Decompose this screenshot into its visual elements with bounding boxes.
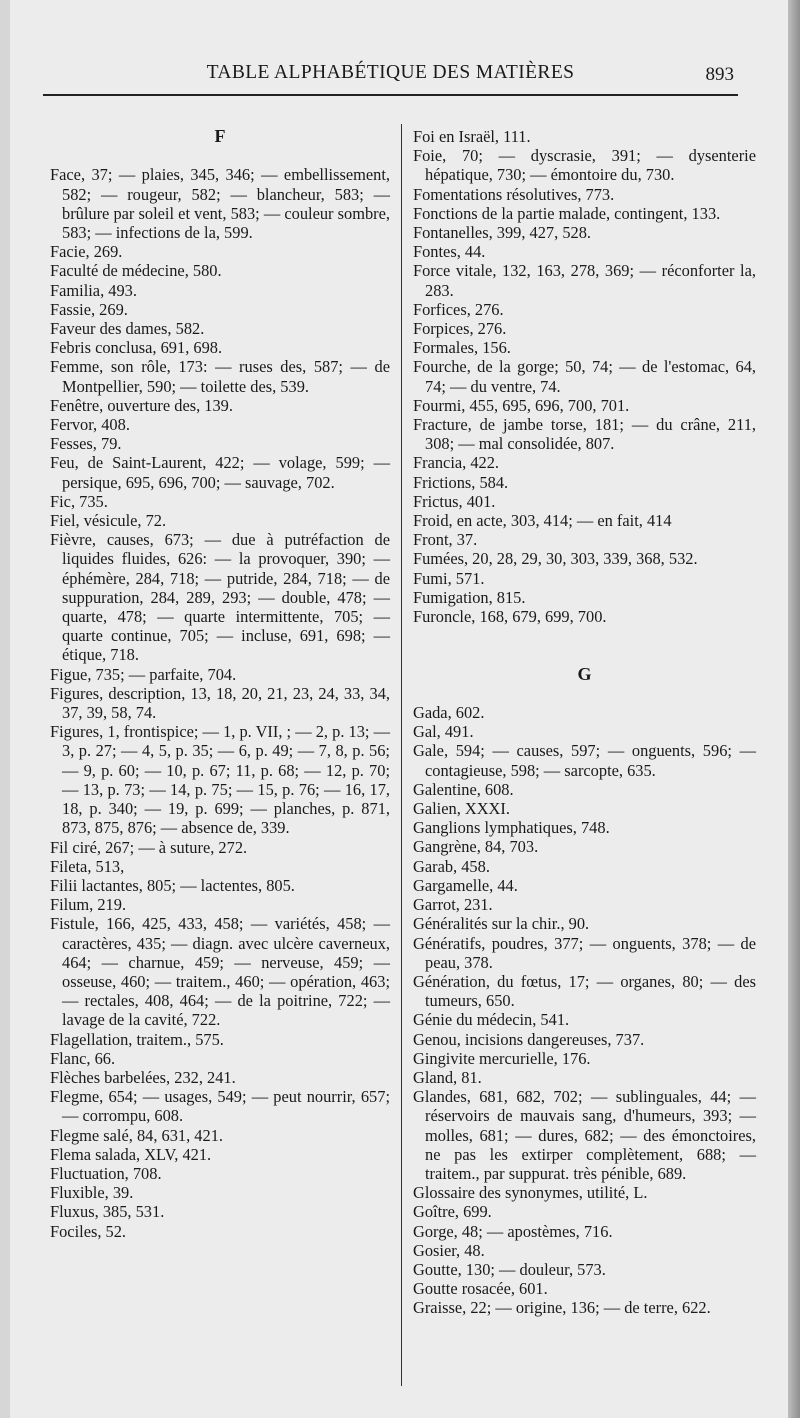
- index-entry: Flegme, 654; — usages, 549; — peut nourrir, 657; — corrompu, 608.: [50, 1087, 390, 1126]
- index-entry: Facie, 269.: [50, 242, 123, 262]
- index-entry: Frictions, 584.: [413, 472, 509, 492]
- index-entry: Fluctuation, 708.: [50, 1163, 162, 1183]
- index-entry: Flagellation, traitem., 575.: [50, 1029, 224, 1049]
- index-entry: Gingivite mercurielle, 176.: [413, 1048, 591, 1068]
- index-entry: Fassie, 269.: [50, 299, 128, 319]
- index-entry: Flèches barbelées, 232, 241.: [50, 1067, 236, 1087]
- index-entry: Fumi, 571.: [413, 568, 485, 588]
- index-entry: Febris conclusa, 691, 698.: [50, 338, 223, 358]
- section-letter-f: F: [214, 126, 226, 146]
- index-entry: Filum, 219.: [50, 895, 127, 915]
- index-entry: Foie, 70; — dyscrasie, 391; — dysenterie hépatique, 730; — émontoire du, 730.: [413, 146, 756, 185]
- index-entry: Fenêtre, ouverture des, 139.: [50, 395, 233, 415]
- index-entry: Fluxible, 39.: [50, 1183, 134, 1203]
- index-entry: Fontes, 44.: [413, 242, 486, 262]
- index-entry: Gal, 491.: [413, 722, 474, 742]
- index-entry: Francia, 422.: [413, 453, 500, 473]
- index-entry: Fonctions de la partie malade, contingent, 133.: [413, 203, 721, 223]
- index-entry: Goître, 699.: [413, 1202, 492, 1222]
- index-entry: Fociles, 52.: [50, 1221, 127, 1241]
- index-entry: Force vitale, 132, 163, 278, 369; — réconforter la, 283.: [413, 261, 756, 300]
- index-entry: Glandes, 681, 682, 702; — sublinguales, 44; — réservoirs de mauvais sang, d'humeurs, 393; — molles, 681; — dures, 682; — des émonctoires, ne pas les extirper complètement, 688; — traitem., par suppurat. très pénible, 689.: [413, 1087, 756, 1183]
- index-entry: Fistule, 166, 425, 433, 458; — variétés, 458; — caractères, 435; — diagn. avec ulcère caverneux, 464; — charnue, 459; — nerveuse, 459; — osseuse, 460; — traitem., 460; — opération, 463; — rectales, 408, 464; — de la poitrine, 722; — lavage de la cavité, 722.: [50, 914, 390, 1030]
- index-entry: Génie du médecin, 541.: [413, 1010, 570, 1030]
- index-entry: Fil ciré, 267; — à suture, 272.: [50, 837, 248, 857]
- index-entry: Ganglions lymphatiques, 748.: [413, 818, 610, 838]
- index-entry: Fomentations résolutives, 773.: [413, 184, 615, 204]
- index-entry: Frictus, 401.: [413, 491, 496, 511]
- index-entry: Garab, 458.: [413, 856, 490, 876]
- running-header: [43, 62, 738, 94]
- index-entry: Fourmi, 455, 695, 696, 700, 701.: [413, 395, 630, 415]
- index-entry: Galentine, 608.: [413, 779, 514, 799]
- index-entry: Génératifs, poudres, 377; — onguents, 378; — de peau, 378.: [413, 933, 756, 972]
- index-entry: Femme, son rôle, 173: — ruses des, 587; — de Montpellier, 590; — toilette des, 539.: [50, 357, 390, 396]
- page-number: 893: [705, 64, 734, 85]
- index-entry: Gorge, 48; — apostèmes, 716.: [413, 1221, 613, 1241]
- index-entry: Fiel, vésicule, 72.: [50, 511, 167, 531]
- index-entry: Faculté de médecine, 580.: [50, 261, 222, 281]
- page-title: TABLE ALPHABÉTIQUE DES MATIÈRES: [206, 62, 575, 83]
- left-entry-list: [50, 165, 390, 1240]
- index-entry: Fic, 735.: [50, 491, 108, 511]
- header-rule: [43, 94, 738, 96]
- index-entry: Fracture, de jambe torse, 181; — du crâne, 211, 308; — mal consolidée, 807.: [413, 415, 756, 454]
- section-gap: [413, 626, 756, 664]
- index-entry: Front, 37.: [413, 530, 478, 550]
- index-entry: Foi en Israël, 111.: [413, 127, 531, 146]
- left-column: [50, 127, 390, 1241]
- index-entry: Gargamelle, 44.: [413, 875, 518, 895]
- index-entry: Forpices, 276.: [413, 319, 507, 339]
- index-entry: Figures, description, 13, 18, 20, 21, 23, 24, 33, 34, 37, 39, 58, 74.: [50, 683, 390, 723]
- index-entry: Fourche, de la gorge; 50, 74; — de l'estomac, 64, 74; — du ventre, 74.: [413, 357, 756, 396]
- index-entry: Forfices, 276.: [413, 299, 504, 319]
- index-entry: Fesses, 79.: [50, 434, 122, 454]
- index-entry: Flema salada, XLV, 421.: [50, 1144, 212, 1164]
- page-edge: [788, 0, 800, 1418]
- column-divider: [401, 124, 402, 1386]
- index-entry: Goutte, 130; — douleur, 573.: [413, 1259, 606, 1279]
- index-entry: Formales, 156.: [413, 338, 511, 358]
- index-entry: Graisse, 22; — origine, 136; — de terre, 622.: [413, 1298, 711, 1318]
- index-entry: Gale, 594; — causes, 597; — onguents, 596; — contagieuse, 598; — sarcopte, 635.: [413, 741, 756, 780]
- index-entry: Galien, XXXI.: [413, 799, 510, 819]
- index-entry: Flanc, 66.: [50, 1048, 116, 1068]
- index-entry: Fièvre, causes, 673; — due à putréfaction de liquides fluides, 626: — la provoquer, 390; — éphémère, 284, 718; — putride, 284, 718; — de suppuration, 284, 289, 293; — double, 478; — quarte, 478; — quarte intermittente, 705; — quarte continue, 705; — incluse, 691, 698; — étique, 718.: [50, 530, 390, 665]
- index-entry: Garrot, 231.: [413, 895, 493, 915]
- right-entry-list-g: [413, 703, 756, 1318]
- index-entry: Fileta, 513,: [50, 856, 125, 876]
- right-column: [413, 127, 756, 1318]
- index-entry: Genou, incisions dangereuses, 737.: [413, 1029, 645, 1049]
- index-entry: Familia, 493.: [50, 280, 137, 300]
- index-entry: Fumigation, 815.: [413, 587, 526, 607]
- index-entry: Génération, du fœtus, 17; — organes, 80; — des tumeurs, 650.: [413, 971, 756, 1011]
- index-entry: Flegme salé, 84, 631, 421.: [50, 1125, 223, 1145]
- index-entry: Fervor, 408.: [50, 415, 130, 435]
- index-entry: Froid, en acte, 303, 414; — en fait, 414: [413, 511, 672, 531]
- index-entry: Gangrène, 84, 703.: [413, 837, 539, 857]
- index-entry: Feu, de Saint-Laurent, 422; — volage, 599; — persique, 695, 696, 700; — sauvage, 702.: [50, 453, 390, 492]
- right-entry-list-f: [413, 127, 756, 626]
- index-entry: Figures, 1, frontispice; — 1, p. VII, ; — 2, p. 13; — 3, p. 27; — 4, 5, p. 35; — 6, p. 49; — 7, 8, p. 56; — 9, p. 60; — 10, p. 67; 11, p. 68; — 12, p. 70; — 13, p. 73; — 14, p. 75; — 15, p. 76; — 16, 17, 18, p. 340; — 19, p. 699; — planches, p. 871, 873, 875, 876; — absence de, 339.: [50, 722, 390, 838]
- index-entry: Faveur des dames, 582.: [50, 319, 205, 339]
- index-entry: Figue, 735; — parfaite, 704.: [50, 664, 237, 684]
- index-entry: Glossaire des synonymes, utilité, L.: [413, 1183, 648, 1203]
- index-entry: Furoncle, 168, 679, 699, 700.: [413, 607, 607, 627]
- index-entry: Face, 37; — plaies, 345, 346; — embellissement, 582; — rougeur, 582; — blancheur, 583; — brûlure par soleil et vent, 583; — couleur sombre, 583; — infections de la, 599.: [50, 165, 390, 242]
- index-entry: Goutte rosacée, 601.: [413, 1279, 548, 1299]
- index-entry: Gada, 602.: [413, 703, 485, 723]
- index-entry: Fontanelles, 399, 427, 528.: [413, 223, 592, 243]
- index-entry: Généralités sur la chir., 90.: [413, 914, 590, 934]
- index-entry: Fumées, 20, 28, 29, 30, 303, 339, 368, 532.: [413, 549, 698, 569]
- section-letter-g: G: [577, 663, 592, 684]
- index-entry: Gland, 81.: [413, 1067, 482, 1087]
- index-entry: Filii lactantes, 805; — lactentes, 805.: [50, 875, 295, 895]
- index-entry: Fluxus, 385, 531.: [50, 1202, 165, 1222]
- index-entry: Gosier, 48.: [413, 1240, 485, 1260]
